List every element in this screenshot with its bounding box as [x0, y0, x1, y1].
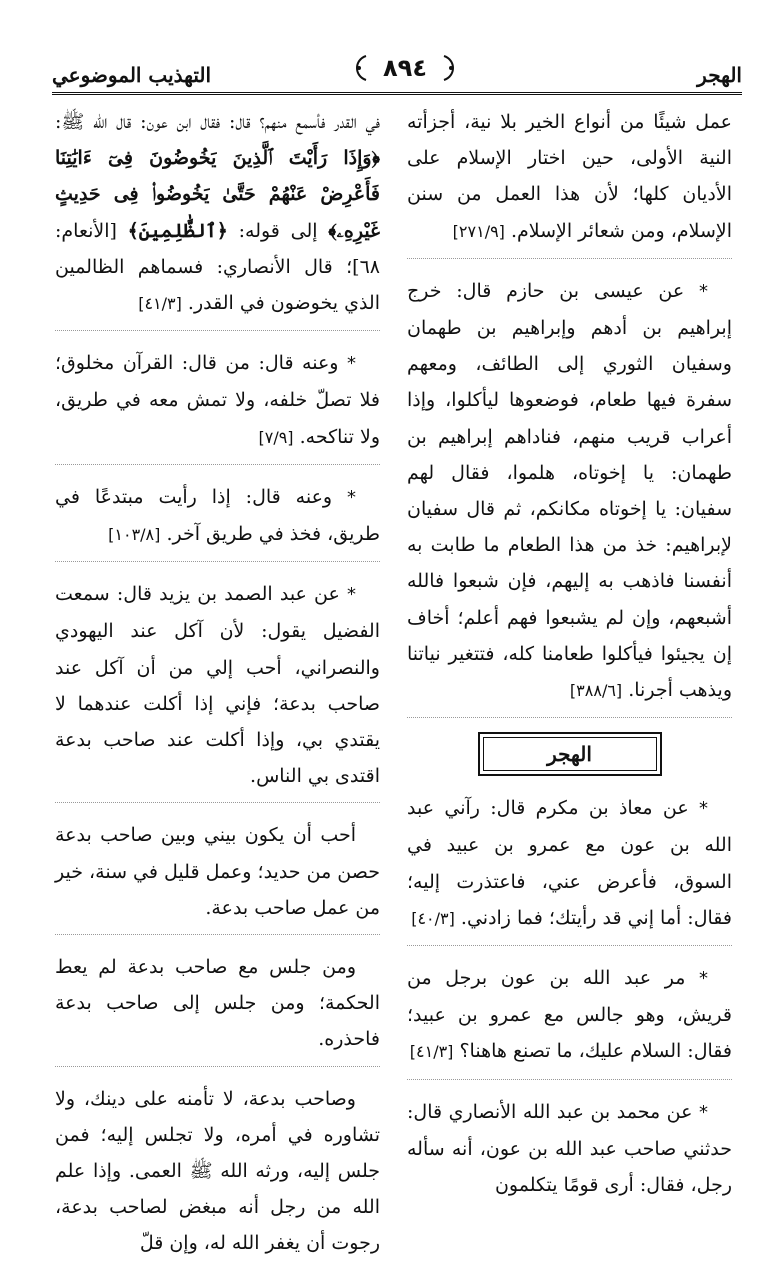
paragraph: * عن معاذ بن مكرم قال: رآني عبد الله بن عون مع عمرو بن عبيد في السوق، فأعرض عني، فاعتذرت إليه؛ فقال: أما إني قد رأيتك؛ فما زادني. [٤٠/٣] — [407, 790, 732, 946]
paragraph: في القدر فأسمع منهم؟ قال: فقال ابن عون: قال الله ﷺ: ﴿وَإِذَا رَأَيْتَ ٱلَّذِينَ يَخُوضُونَ فِىٓ ءَايَٰتِنَا فَأَعْرِضْ عَنْهُمْ حَتَّىٰ يَخُوضُوا۟ فِى حَدِيثٍ غَيْرِهِۦ﴾ إلى قوله: ﴿ٱلظَّٰلِمِينَ﴾ [الأنعام: ٦٨]؛ قال الأنصاري: فسماهم الظالمين الذي يخوضون في القدر. [٤١/٣] — [55, 104, 380, 331]
section-heading: الهجر — [478, 732, 662, 776]
left-column — [55, 104, 380, 1255]
paragraph: عمل شيئًا من أنواع الخير بلا نية، أجزأته النية الأولى، حين اختار الإسلام على الأديان كلها؛ لأن هذا العمل من سنن الإسلام، ومن شعائر الإسلام. [٢٧١/٩] — [407, 104, 732, 259]
paragraph: وصاحب بدعة، لا تأمنه على دينك، ولا تشاوره في أمره، ولا تجلس إليه؛ فمن جلس إليه، ورثه الله ﷺ العمى. وإذا علم الله من رجل أنه مبغض لصاحب بدعة، رجوت أن يغفر الله له، وإن قلّ — [55, 1087, 380, 1255]
star-marker-icon: * — [347, 584, 356, 606]
paragraph: * وعنه قال: إذا رأيت مبتدعًا في طريق، فخذ في طريق آخر. [١٠٣/٨] — [55, 479, 380, 562]
header-rule — [52, 92, 742, 95]
reference: [٤١/٣] — [409, 1042, 454, 1062]
star-marker-icon: * — [347, 486, 356, 508]
reference: [٣٨٨/٦] — [569, 681, 623, 701]
reference: [١٠٣/٨] — [108, 525, 161, 545]
reference: [٤١/٣] — [138, 294, 182, 314]
star-marker-icon: * — [699, 968, 708, 990]
star-marker-icon: * — [699, 1101, 708, 1123]
right-column — [407, 104, 732, 1197]
star-marker-icon: * — [347, 353, 356, 375]
quran-verse: ﴿ٱلظَّٰلِمِينَ﴾ — [127, 219, 228, 242]
paragraph: ومن جلس مع صاحب بدعة لم يعط الحكمة؛ ومن جلس إلى صاحب بدعة فاحذره. — [55, 949, 380, 1067]
paragraph: * عن عيسى بن حازم قال: خرج إبراهيم بن أدهم وإبراهيم بن طهمان وسفيان الثوري إلى الطائف، ومعهم سفرة فيها طعام، فوضعوها ليأكلوا، وإذا أعراب قريب منهم، فناداهم إبراهيم بن طهمان: يا إخوتاه، هلموا، فقال لهم سفيان: يا إخوتاه مكانكم، ثم قال سفيان لإبراهيم: خذ من هذا الطعام ما طابت به أنفسنا فاذهب به إليهم، فإن شبعوا فالله أشبعهم، وإن لم يشبعوا فهم أعلم؛ أخاف إن يجيئوا فيأكلوا طعامنا كله، فتتغير نياتنا ويذهب أجرنا. [٣٨٨/٦] — [407, 273, 732, 718]
page-header — [52, 50, 742, 92]
paragraph: * وعنه قال: من قال: القرآن مخلوق؛ فلا تصلّ خلفه، ولا تمش معه في طريق، ولا تناكحه. [٧/٩] — [55, 345, 380, 465]
star-marker-icon: * — [699, 798, 709, 820]
chapter-title: الهجر — [697, 63, 742, 87]
reference: [٤٠/٣] — [411, 908, 455, 928]
reference: [٧/٩] — [258, 427, 294, 447]
ornament-right-icon — [442, 54, 460, 82]
book-title: التهذيب الموضوعي — [52, 63, 212, 87]
paragraph: * مر عبد الله بن عون برجل من قريش، وهو جالس مع عمرو بن عبيد؛ فقال: السلام عليك، ما تصنع هاهنا؟ [٤١/٣] — [407, 960, 732, 1080]
paragraph: * عن محمد بن عبد الله الأنصاري قال: حدثني صاحب عبد الله بن عون، أنه سأله رجل، فقال: أرى قومًا يتكلمون — [407, 1100, 732, 1197]
paragraph: * عن عبد الصمد بن يزيد قال: سمعت الفضيل يقول: لأن آكل عند اليهودي والنصراني، أحب إلي من أن آكل عند صاحب بدعة؛ فإني إذا أكلت عندهما لا يقتدي بي، وإذا أكلت عند صاحب بدعة اقتدى بي الناس. — [55, 576, 380, 803]
reference: [٢٧١/٩] — [452, 221, 505, 241]
paragraph: أحب أن يكون بيني وبين صاحب بدعة حصن من حديد؛ وعمل قليل في سنة، خير من عمل صاحب بدعة. — [55, 817, 380, 935]
page-number: ٨٩٤ — [383, 54, 427, 82]
quran-verse: ﴿وَإِذَا رَأَيْتَ ٱلَّذِينَ يَخُوضُونَ فِىٓ ءَايَٰتِنَا فَأَعْرِضْ عَنْهُمْ حَتَّىٰ يَخُوضُوا۟ فِى حَدِيثٍ غَيْرِهِۦ﴾ — [55, 147, 380, 242]
star-marker-icon: * — [699, 280, 708, 302]
